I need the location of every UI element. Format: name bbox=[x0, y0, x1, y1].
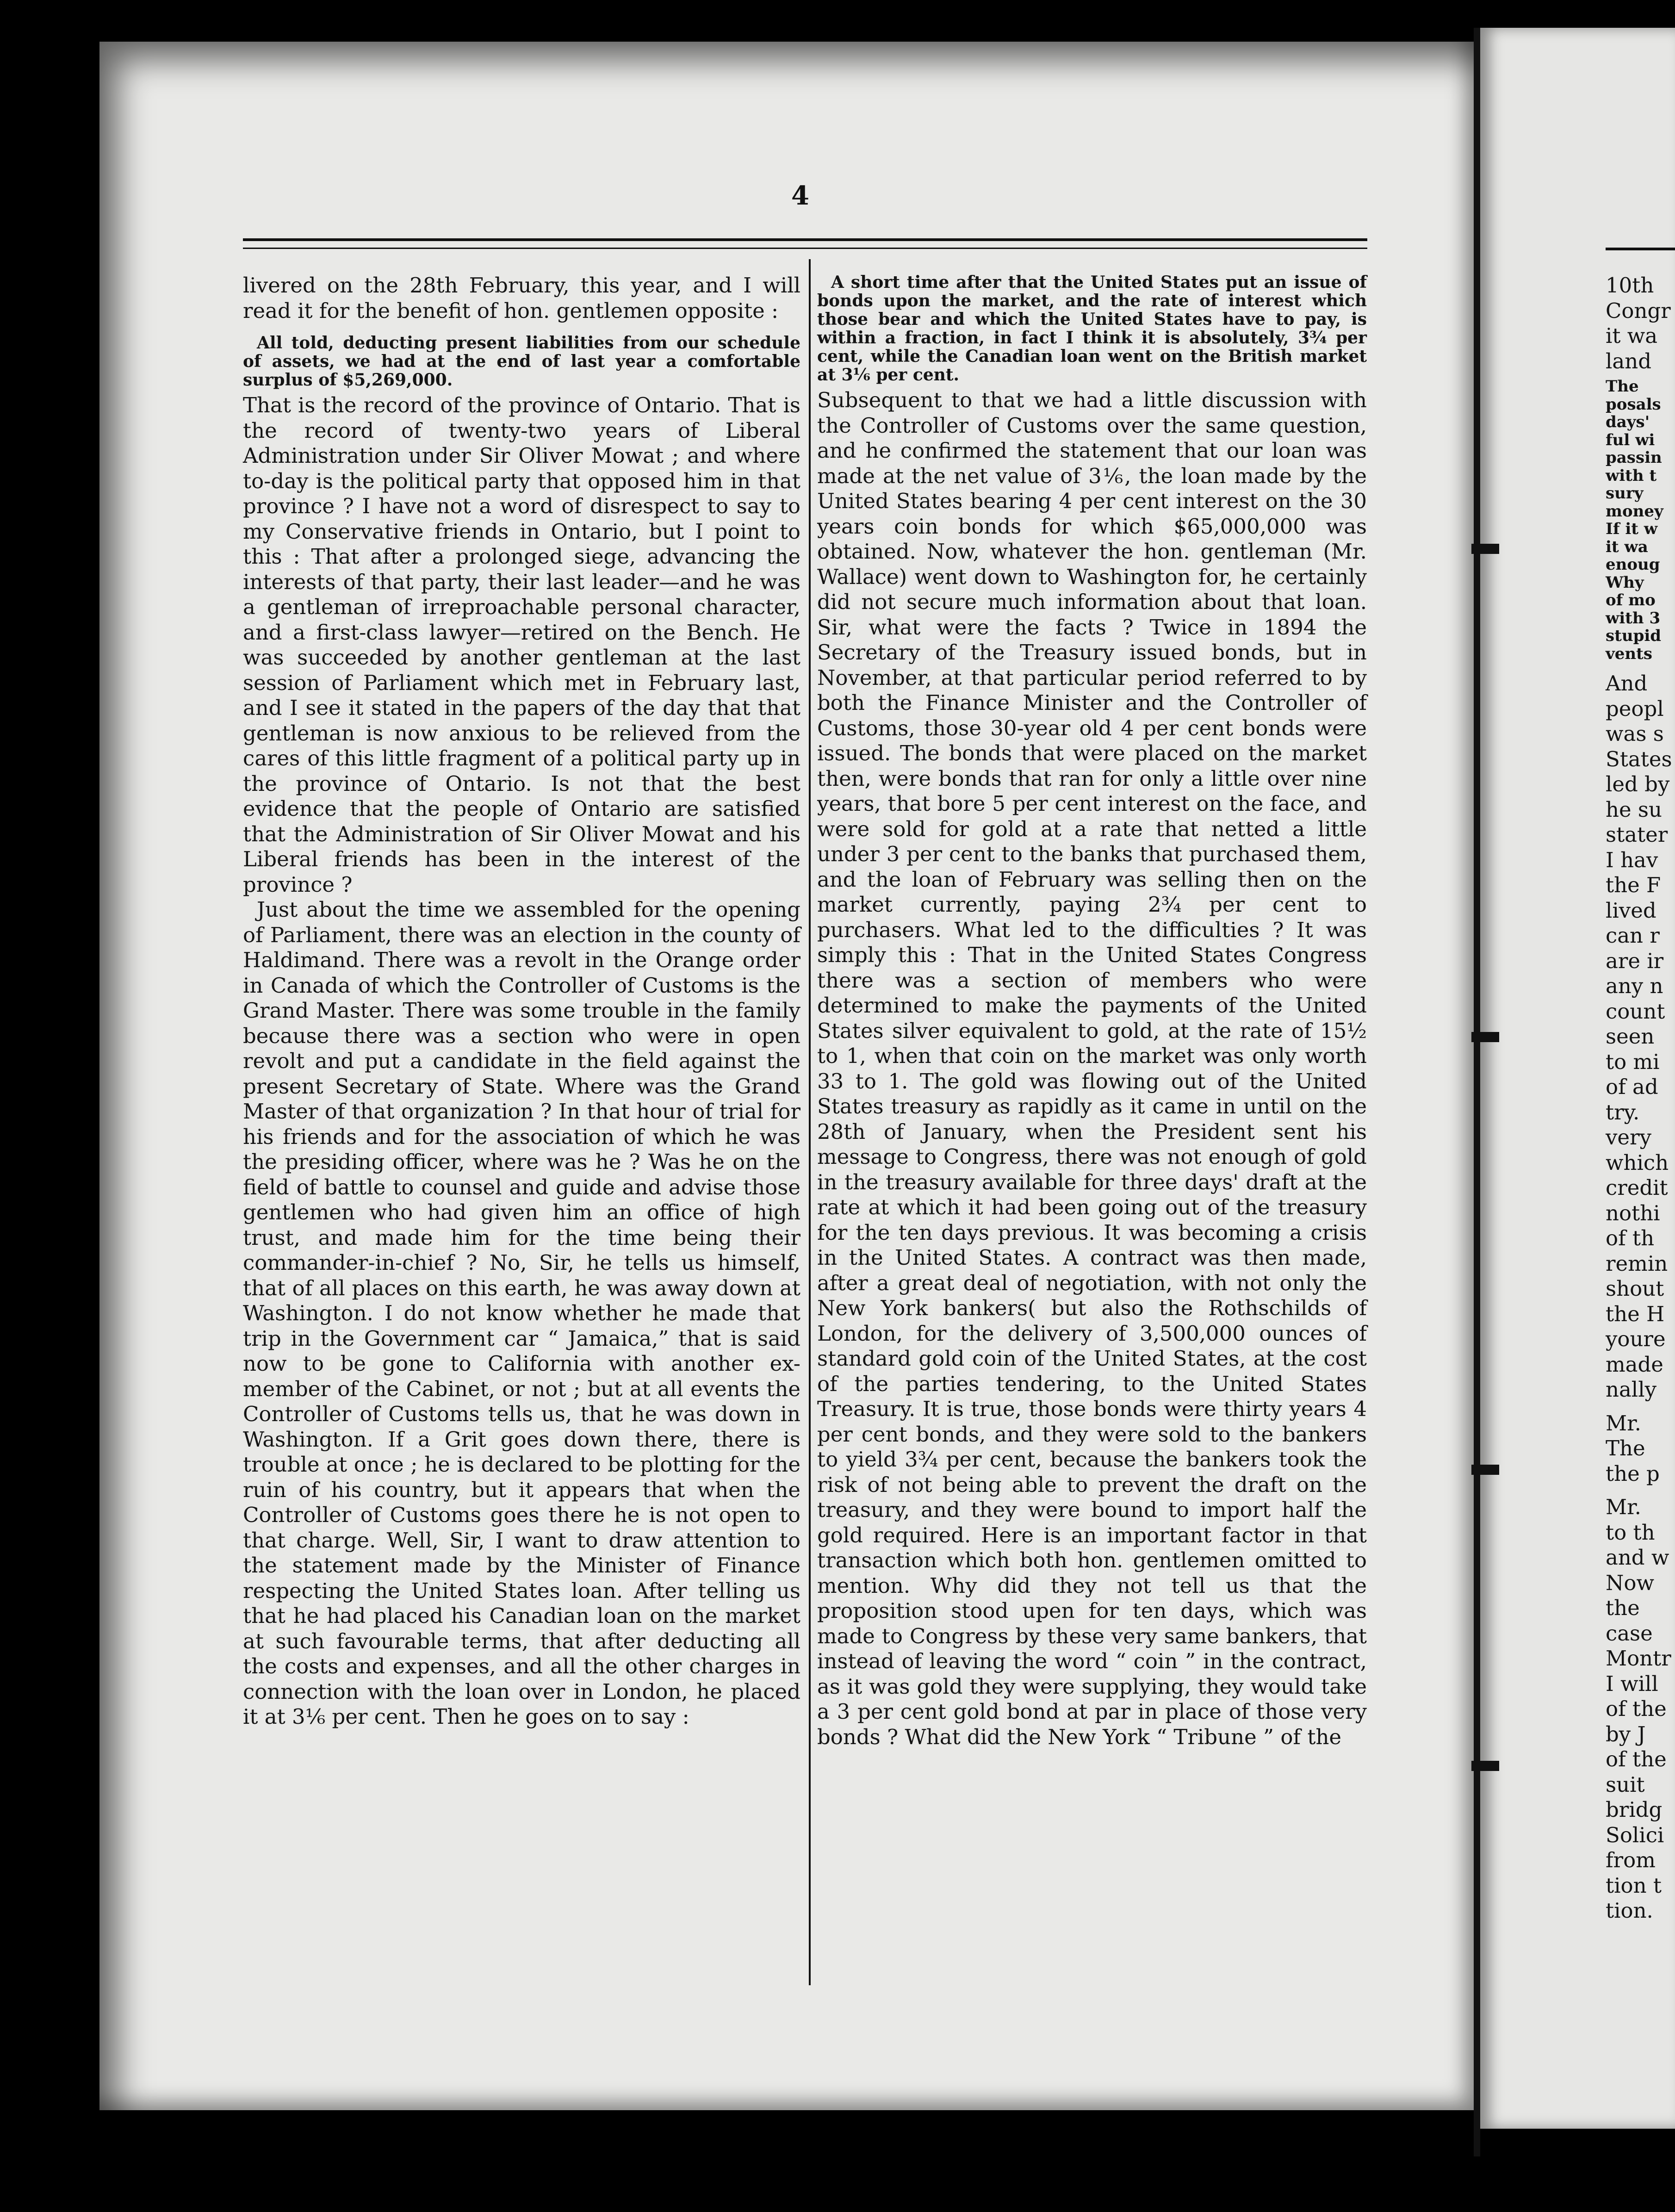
binding-clip bbox=[1471, 1761, 1499, 1771]
right-column-fragment bbox=[1606, 273, 1675, 1924]
fragment-line: vents bbox=[1606, 644, 1652, 663]
fragment-line: of the bbox=[1606, 1696, 1667, 1721]
binding-clip bbox=[1471, 1465, 1499, 1475]
fragment-line: States bbox=[1606, 746, 1672, 771]
fragment-line: very bbox=[1606, 1125, 1651, 1149]
fragment-block bbox=[1606, 671, 1675, 1403]
next-page-header-rule bbox=[1606, 248, 1675, 250]
fragment-line: Mr. bbox=[1606, 1410, 1641, 1435]
fragment-line: of the bbox=[1606, 1747, 1667, 1771]
fragment-line: credit bbox=[1606, 1175, 1668, 1200]
fragment-line: Montr bbox=[1606, 1646, 1671, 1671]
column-divider bbox=[809, 259, 811, 1985]
paragraph: That is the record of the province of Ontario. That is the record of twenty-two years of Liberal Administration under Sir Oliver Mowat ; and where to-day is the political party that opposed him in that province ? I have not a word of disrespect to say to my Conservative friends in Ontario, but I point to this : That after a prolonged siege, advancing the interests of that party, their last leader—and he was a gentleman of irreproachable personal character, and a first-class lawyer—retired on the Bench. He was succeeded by another gentleman at the last session of Parliament which met in February last, and I see it stated in the papers of the day that that gentleman is now anxious to be relieved from the cares of this little fragment of a political party up in the province of Ontario. Is not that the best evidence that the people of Ontario are satisfied that the Administration of Sir Oliver Mowat and his Liberal friends has been in the interest of the province ? bbox=[243, 393, 800, 897]
fragment-line: Congr bbox=[1606, 298, 1671, 323]
fragment-line: of mo bbox=[1606, 591, 1656, 609]
fragment-line: was s bbox=[1606, 721, 1664, 746]
fragment-line: I will bbox=[1606, 1671, 1658, 1696]
fragment-line: remin bbox=[1606, 1251, 1668, 1276]
fragment-line: enoug bbox=[1606, 555, 1660, 574]
fragment-line: Solici bbox=[1606, 1822, 1664, 1847]
fragment-line: it wa bbox=[1606, 323, 1658, 348]
fragment-line: stater bbox=[1606, 822, 1668, 847]
fragment-line: posals bbox=[1606, 395, 1661, 414]
fragment-line: to th bbox=[1606, 1520, 1655, 1545]
left-column bbox=[243, 273, 800, 1730]
fragment-line: the H bbox=[1606, 1301, 1665, 1326]
fragment-line: suit bbox=[1606, 1772, 1645, 1797]
binding-clip bbox=[1471, 544, 1499, 554]
fragment-line: passin bbox=[1606, 448, 1662, 467]
page-number: 4 bbox=[791, 180, 809, 211]
fragment-line: I hav bbox=[1606, 847, 1658, 872]
fragment-line: And bbox=[1606, 671, 1648, 696]
fragment-line: stupid bbox=[1606, 627, 1662, 645]
fragment-line: nally bbox=[1606, 1377, 1657, 1402]
fragment-line: try. bbox=[1606, 1100, 1640, 1125]
header-rule-top bbox=[243, 238, 1367, 241]
fragment-line: count bbox=[1606, 999, 1665, 1024]
fragment-line: Why bbox=[1606, 573, 1644, 592]
fragment-line: led by bbox=[1606, 772, 1670, 796]
fragment-line: any n bbox=[1606, 974, 1663, 998]
fragment-block bbox=[1606, 1571, 1675, 1924]
fragment-line: to mi bbox=[1606, 1049, 1660, 1074]
fragment-line: the F bbox=[1606, 873, 1661, 897]
fragment-line: the p bbox=[1606, 1461, 1660, 1486]
fragment-line: shout bbox=[1606, 1276, 1664, 1301]
fragment-block bbox=[1606, 378, 1675, 663]
page-fold bbox=[1474, 28, 1480, 2156]
fragment-block bbox=[1606, 273, 1675, 374]
fragment-line: days' bbox=[1606, 413, 1650, 431]
fragment-line: which bbox=[1606, 1150, 1669, 1175]
block-quote: A short time after that the United States put an issue of bonds upon the market, and the rate of interest which those bear and which the United States have to pay, is within a fraction, in fact I think it is absolutely, 3¾ per cent, while the Canadian loan went on the British market at 3⅙ per cent. bbox=[817, 273, 1367, 385]
middle-column bbox=[817, 273, 1367, 1750]
fragment-line: 10th bbox=[1606, 273, 1654, 298]
fragment-line: land bbox=[1606, 348, 1652, 373]
fragment-line: seen bbox=[1606, 1024, 1655, 1049]
block-quote: All told, deducting present liabilities from our schedule of assets, we had at the end of last year a comfortable surplus of $5,269,000. bbox=[243, 333, 800, 390]
fragment-line: tion. bbox=[1606, 1898, 1653, 1923]
fragment-line: case bbox=[1606, 1621, 1653, 1646]
fragment-line: Mr. bbox=[1606, 1495, 1641, 1519]
fragment-line: sury bbox=[1606, 484, 1644, 503]
fragment-line: bridg bbox=[1606, 1797, 1663, 1822]
fragment-line: youre bbox=[1606, 1327, 1666, 1351]
header-rule-bottom bbox=[243, 248, 1367, 249]
fragment-line: nothi bbox=[1606, 1200, 1660, 1225]
binding-clip bbox=[1471, 1032, 1499, 1042]
fragment-line: with 3 bbox=[1606, 609, 1661, 628]
fragment-line: Now bbox=[1606, 1570, 1654, 1595]
fragment-line: with t bbox=[1606, 466, 1657, 485]
fragment-line: lived bbox=[1606, 898, 1656, 923]
fragment-line: made bbox=[1606, 1352, 1663, 1377]
fragment-line: he su bbox=[1606, 797, 1662, 822]
fragment-block bbox=[1606, 1495, 1675, 1571]
fragment-line: it wa bbox=[1606, 537, 1648, 556]
paragraph: livered on the 28th February, this year, and I will read it for the benefit of hon. gentlemen opposite : bbox=[243, 273, 800, 323]
paragraph: Subsequent to that we had a little discussion with the Controller of Customs over the same question, and he confirmed the statement that our loan was made at the net value of 3⅙, the loan made by the United States bearing 4 per cent interest on the 30 years coin bonds for which $65,000,000 was obtained. Now, whatever the hon. gentleman (Mr. Wallace) went down to Washington for, he certainly did not secure much information about that loan. Sir, what were the facts ? Twice in 1894 the Secretary of the Treasury issued bonds, but in November, at that particular period referred to by both the Finance Minister and the Controller of Customs, those 30-year old 4 per cent bonds were issued. The bonds that were placed on the market then, were bonds that ran for only a little over nine years, that bore 5 per cent interest on the face, and were sold for gold at a rate that netted a little under 3 per cent to the banks that purchased them, and the loan of February was selling then on the market currently, paying 2¾ per cent to purchasers. What led to the difficulties ? It was simply this : That in the United States Congress there was a section of members who were determined to make the payments of the United States silver equivalent to gold, at the rate of 15½ to 1, when that coin on the market was only worth 33 to 1. The gold was flowing out of the United States treasury as rapidly as it came in until on the 28th of January, when the President sent his message to Congress, there was not enough of gold in the treasury available for three days' draft at the rate at which it had been going out of the treasury for the ten days previous. It was becoming a crisis in the United States. A contract was then made, after a great deal of negotiation, with not only the New York bankers( but also the Rothschilds of London, for the delivery of 3,500,000 ounces of standard gold coin of the United States, at the cost of the parties tendering, to the United States Treasury. It is true, those bonds were thirty years 4 per cent bonds, and they were sold to the bankers to yield 3¾ per cent, because the bankers took the risk of not being able to prevent the draft on the treasury, and they were bound to import half the gold required. Here is an important factor in that transaction which both hon. gentlemen omitted to mention. Why did they not tell us that the proposition stood upen for ten days, which was made to Congress by these very same bankers, that instead of leaving the word “ coin ” in the contract, as it was gold they were supplying, they would take a 3 per cent gold bond at par in place of those very bonds ? What did the New York “ Tribune ” of the bbox=[817, 388, 1367, 1749]
fragment-line: peopl bbox=[1606, 696, 1664, 721]
fragment-line: from bbox=[1606, 1848, 1656, 1872]
fragment-line: by J bbox=[1606, 1721, 1646, 1746]
paragraph: Just about the time we assembled for the opening of Parliament, there was an election in the county of Haldimand. There was a revolt in the Orange order in Canada of which the Controller of Customs is the Grand Master. There was some trouble in the family because there was a section who were in open revolt and put a candidate in the field against the present Secretary of State. Where was the Grand Master of that organization ? In that hour of trial for his friends and for the association of which he was the presiding officer, where was he ? Was he on the field of battle to counsel and guide and advise those gentlemen who had given him an office of high trust, and made him for the time being their commander-in-chief ? No, Sir, he tells us himself, that of all places on this earth, he was away down at Washington. I do not know whether he made that trip in the Government car “ Jamaica,” that is said now to be gone to California with another ex-member of the Cabinet, or not ; but at all events the Controller of Customs tells us, that he was down in Washington. If a Grit goes down there, there is trouble at once ; he is declared to be plotting for the ruin of his country, but it appears that when the Controller of Customs goes there he is not open to that charge. Well, Sir, I want to draw attention to the statement made by the Minister of Finance respecting the United States loan. After telling us that he had placed his Canadian loan on the market at such favourable terms, that after deducting all the costs and expenses, and all the other charges in connection with the loan over in London, he placed it at 3⅙ per cent. Then he goes on to say : bbox=[243, 897, 800, 1729]
fragment-line: the bbox=[1606, 1596, 1640, 1620]
fragment-line: of ad bbox=[1606, 1075, 1658, 1099]
fragment-line: can r bbox=[1606, 923, 1660, 948]
fragment-line: money bbox=[1606, 502, 1663, 521]
fragment-line: and w bbox=[1606, 1545, 1669, 1570]
fragment-line: of th bbox=[1606, 1226, 1655, 1250]
fragment-line: ful wi bbox=[1606, 430, 1655, 449]
fragment-line: The bbox=[1606, 377, 1639, 396]
fragment-line: The bbox=[1606, 1436, 1645, 1460]
fragment-block bbox=[1606, 1411, 1675, 1487]
fragment-line: are ir bbox=[1606, 948, 1664, 973]
fragment-line: tion t bbox=[1606, 1873, 1662, 1898]
fragment-line: If it w bbox=[1606, 520, 1658, 538]
